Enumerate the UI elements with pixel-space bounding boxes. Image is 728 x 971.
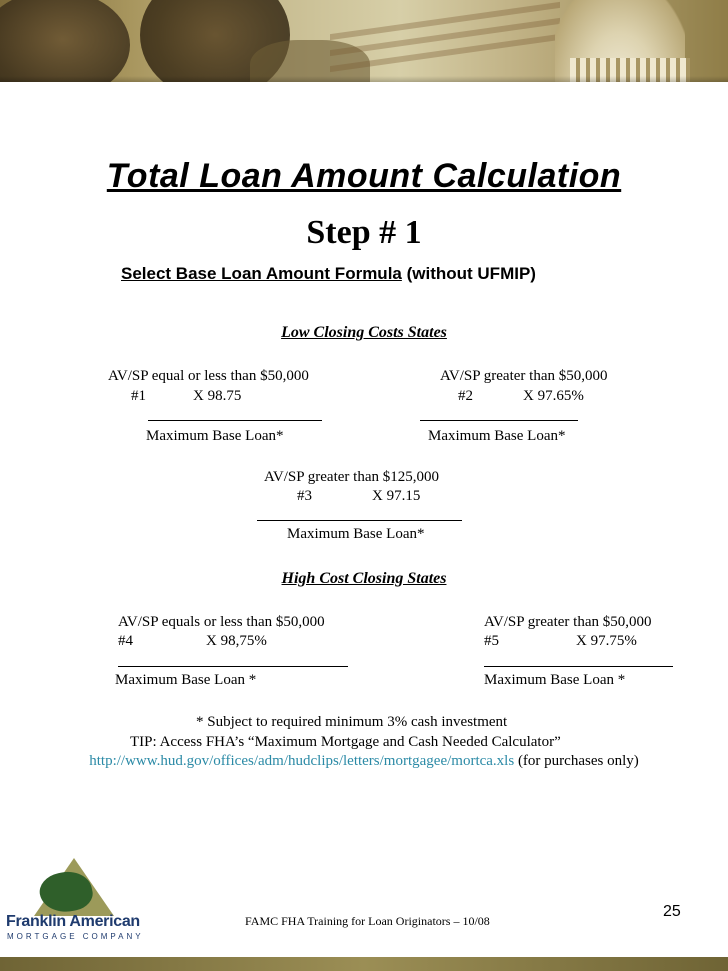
- formula3-line: [257, 520, 462, 521]
- formula3-result: Maximum Base Loan*: [287, 526, 425, 542]
- banner-person-left: [0, 0, 130, 82]
- formula2-result: Maximum Base Loan*: [428, 428, 566, 444]
- select-formula-heading: [121, 264, 536, 284]
- formula2-number: #2: [458, 388, 473, 404]
- formula4-number: #4: [118, 633, 133, 649]
- formula2-line: [420, 420, 578, 421]
- company-logo: [6, 858, 144, 942]
- formula5-multiplier: X 97.75%: [576, 633, 637, 649]
- logo-subtitle: MORTGAGE COMPANY: [7, 932, 144, 941]
- formula3-number: #3: [297, 488, 312, 504]
- logo-name: Franklin American: [6, 913, 140, 930]
- banner-shadow: [0, 76, 728, 82]
- calculator-link-line: [0, 753, 728, 770]
- header-banner-image: [0, 0, 728, 82]
- formula2-label: AV/SP greater than $50,000: [440, 368, 608, 384]
- tip-text: TIP: Access FHA’s “Maximum Mortgage and Cash Needed Calculator”: [130, 734, 561, 750]
- formula5-label: AV/SP greater than $50,000: [484, 614, 652, 630]
- slide-title: Total Loan Amount Calculation: [106, 157, 622, 195]
- calculator-link[interactable]: http://www.hud.gov/offices/adm/hudclips/letters/mortgagee/mortca.xls: [89, 753, 515, 769]
- low-closing-header: Low Closing Costs States: [281, 324, 447, 341]
- formula5-line: [484, 666, 673, 667]
- formula1-multiplier: X 98.75: [193, 388, 242, 404]
- bottom-bar: [0, 957, 728, 971]
- high-cost-header: High Cost Closing States: [281, 570, 447, 587]
- select-formula-note: (without UFMIP): [401, 264, 536, 283]
- formula2-multiplier: X 97.65%: [523, 388, 584, 404]
- formula1-result: Maximum Base Loan*: [146, 428, 284, 444]
- formula4-multiplier: X 98,75%: [206, 633, 267, 649]
- select-formula-underlined: Select Base Loan Amount Formula: [121, 264, 402, 283]
- formula1-number: #1: [131, 388, 146, 404]
- footer-text: FAMC FHA Training for Loan Originators – 10/08: [245, 914, 490, 928]
- formula5-result: Maximum Base Loan *: [484, 672, 626, 688]
- formula5-number: #5: [484, 633, 499, 649]
- step-heading: Step # 1: [306, 214, 422, 251]
- formula1-label: AV/SP equal or less than $50,000: [108, 368, 309, 384]
- calculator-link-suffix: (for purchases only): [514, 753, 639, 769]
- formula4-result: Maximum Base Loan *: [115, 672, 257, 688]
- formula3-label: AV/SP greater than $125,000: [264, 469, 439, 485]
- formula3-multiplier: X 97.15: [372, 488, 421, 504]
- cash-investment-note: * Subject to required minimum 3% cash investment: [196, 714, 508, 730]
- formula4-line: [118, 666, 348, 667]
- formula4-label: AV/SP equals or less than $50,000: [118, 614, 325, 630]
- formula1-line: [148, 420, 322, 421]
- page-number: 25: [663, 903, 681, 920]
